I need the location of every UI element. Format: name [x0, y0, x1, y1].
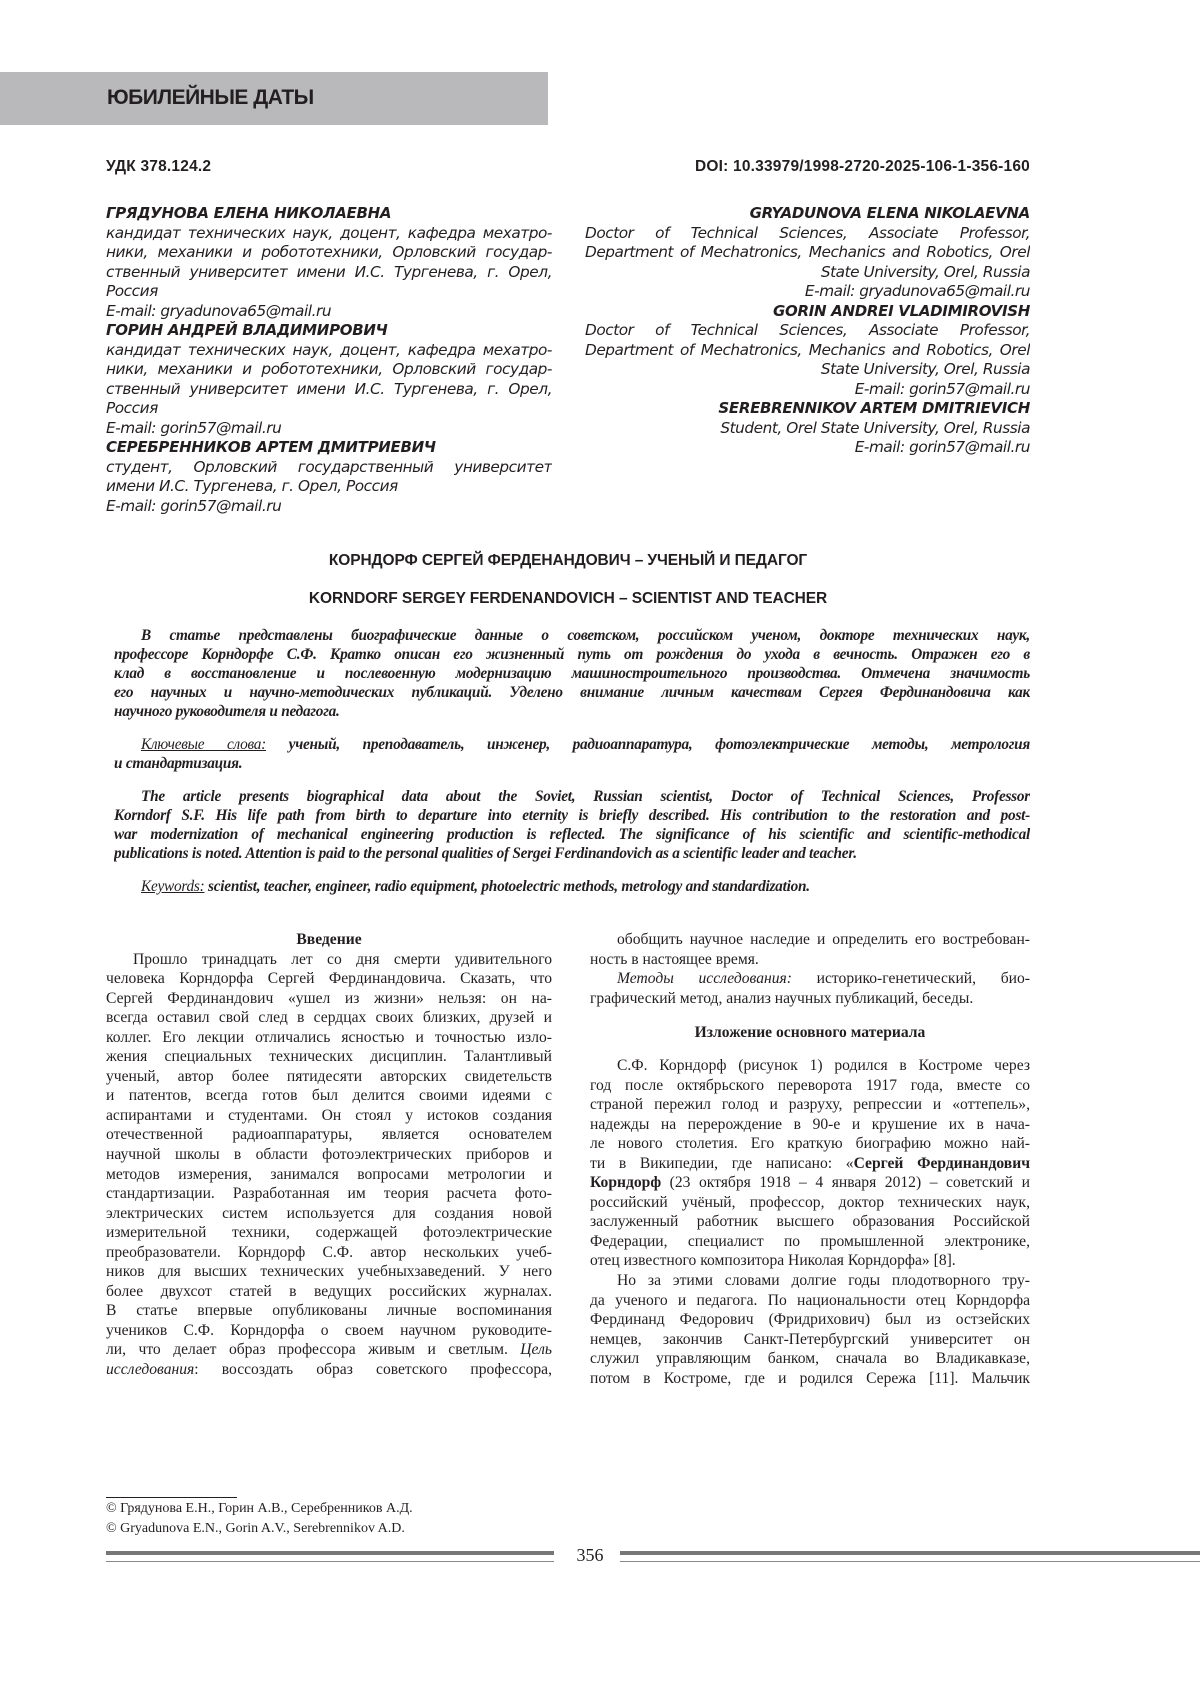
footnote-divider: [106, 1497, 237, 1498]
body-line: Сергей Фердинандович «ушел из жизни» нельзя: он на-: [106, 989, 552, 1007]
author-line: Doctor of Technical Sciences, Associate Professor,: [585, 223, 1030, 242]
body-line: Но за этими словами долгие годы плодотворного тру-: [617, 1272, 1030, 1290]
body-line: Федерации, специалист по промышленной электронике,: [590, 1232, 1030, 1250]
body-line: С.Ф. Корндорф (рисунок 1) родился в Костроме через: [617, 1057, 1030, 1074]
author-line: ГОРИН АНДРЕЙ ВЛАДИМИРОВИЧ: [106, 321, 388, 339]
footer-rule-right: [620, 1551, 1200, 1560]
body-line: Фердинанд Федорович (Фридрихович) был из остзейских: [590, 1311, 1030, 1329]
text-segment: scientist, teacher, engineer, radio equipment, photoelectric methods, metrology and standardization.: [204, 878, 810, 895]
doi: DOI: 10.33979/1998-2720-2025-106-1-356-160: [695, 158, 1030, 175]
emphasis-text: Сергей Фердинандович: [853, 1154, 1030, 1172]
body-line: преобразователи. Корндорф С.Ф. автор нескольких учеб-: [106, 1243, 552, 1261]
body-line: измерительной техники, содержащей фотоэлектрические: [106, 1224, 552, 1242]
keywords-label: Keywords:: [141, 878, 205, 895]
body-line: графический метод, анализ научных публикаций, беседы.: [590, 989, 974, 1007]
body-line: ность в настоящее время.: [590, 950, 759, 968]
body-line: учеников С.Ф. Корндорфа о своем научном руководите-: [106, 1321, 552, 1339]
section-heading-main: Изложение основного материала: [694, 1024, 926, 1041]
body-line: Прошло тринадцать лет со дня смерти удивительного: [133, 950, 552, 968]
emphasis-text: Корндорф: [590, 1174, 662, 1192]
author-line: ники, механики и робототехники, Орловский государ-: [106, 360, 552, 378]
abstract-ru: [114, 626, 1030, 721]
body-line: стандартизации. Разработанная им теория расчета фото-: [106, 1185, 552, 1203]
author-line: ГРЯДУНОВА ЕЛЕНА НИКОЛАЕВНА: [106, 204, 392, 222]
abstract-line: publications is noted. Attention is paid to the personal qualities of Sergei Ferdinandovich as a scientific leader and teacher.: [114, 845, 857, 862]
body-line: [106, 1360, 552, 1380]
body-line: да ученого и педагога. По национальности отец Корндорфа: [590, 1291, 1030, 1309]
body-line: страной пережил голод и разруху, репрессии и «оттепель»,: [590, 1096, 1030, 1114]
text-segment: (23 октября 1918 – 4 января 2012) – советский и: [661, 1174, 1030, 1192]
body-line: человека Корндорфа Сергей Фердинандовича. Сказать, что: [106, 970, 552, 988]
body-line: электрических систем используется для создания новой: [106, 1204, 552, 1222]
text-segment: : воссоздать образ советского профессора,: [194, 1360, 552, 1378]
keywords-line: и стандартизация.: [114, 755, 243, 772]
body-line: ученый, автор более пятидесяти авторских свидетельств: [106, 1067, 552, 1085]
author-line: E-mail: gorin57@mail.ru: [106, 496, 282, 515]
author-line: кандидат технических наук, доцент, кафедра мехатро-: [106, 340, 552, 359]
section-header-band: [0, 72, 548, 125]
author-line: SEREBRENNIKOV ARTEM DMITRIEVICH: [718, 399, 1030, 417]
body-line: [590, 1154, 1030, 1174]
author-line: GORIN ANDREI VLADIMIROVISH: [772, 301, 1030, 320]
author-line: State University, Orel, Russia: [820, 262, 1030, 281]
page-number: 356: [576, 1545, 604, 1565]
body-line: В статье впервые опубликованы личные воспоминания: [106, 1302, 552, 1320]
authors-ru: [106, 204, 552, 516]
body-line: [106, 1340, 552, 1360]
body-line: немцев, закончив Санкт-Петербургский университет он: [590, 1330, 1030, 1348]
copyright-ru: © Грядунова Е.Н., Горин А.В., Серебренников А.Д.: [106, 1501, 413, 1516]
abstract-line: Korndorf S.F. His life path from birth to departure into eternity is briefly described. His contribution to the restoration and post-: [114, 807, 1030, 824]
author-line: Россия: [106, 282, 158, 300]
keywords-line: [114, 877, 1030, 896]
author-line: ственный университет имени И.С. Тургенева, г. Орел,: [106, 379, 552, 398]
body-line: служил управляющим банком, сначала во Владикавказе,: [590, 1350, 1030, 1368]
author-line: Doctor of Technical Sciences, Associate Professor,: [585, 321, 1030, 339]
author-line: студент, Орловский государственный университет: [106, 457, 552, 476]
text-segment: ученый, преподаватель, инженер, радиоаппаратура, фотоэлектрические методы, метрология: [266, 736, 1030, 753]
body-line: надежды на перерождение в 90-е и крушение их в нача-: [590, 1115, 1030, 1133]
abstract-line: war modernization of mechanical engineering production is reflected. The significance of his scientific and scientific-methodical: [114, 826, 1030, 843]
body-line: аспирантами и студентами. Он стоял у истоков создания: [106, 1106, 552, 1124]
keywords-line: [114, 735, 1030, 754]
body-right-column: [590, 1056, 1030, 1388]
body-line: более двухсот статей в ведущих российских журналах.: [106, 1282, 552, 1300]
udc-code: УДК 378.124.2: [106, 158, 212, 175]
keywords-ru: [114, 735, 1030, 773]
author-line: E-mail: gryadunova65@mail.ru: [804, 282, 1030, 300]
body-line: жения специальных технических дисциплин. Талантливый: [106, 1048, 552, 1066]
body-line: и патентов, всегда готов был делится своими идеями с: [106, 1087, 552, 1105]
body-left-column: [106, 950, 552, 1380]
text-segment: ти в Википедии, где написано: «: [590, 1154, 854, 1172]
author-line: СЕРЕБРЕННИКОВ АРТЕМ ДМИТРИЕВИЧ: [106, 438, 436, 456]
article-title-ru: КОРНДОРФ СЕРГЕЙ ФЕРДЕНАНДОВИЧ – УЧЕНЫЙ И ПЕДАГОГ: [328, 552, 808, 569]
abstract-line: В статье представлены биографические данные о советском, российском ученом, докторе технических наук,: [141, 627, 1030, 644]
author-line: имени И.С. Тургенева, г. Орел, Россия: [106, 477, 398, 495]
author-line: E-mail: gorin57@mail.ru: [854, 379, 1030, 398]
body-line: заслуженный работник высшего образования Российской: [590, 1213, 1030, 1231]
body-line: [590, 969, 1030, 989]
body-line: российский учёный, профессор, доктор технических наук,: [590, 1193, 1030, 1211]
abstract-line: его научных и научно-методических публикаций. Уделено внимание личным качествам Сергея Фердинандовича как: [114, 684, 1030, 701]
emphasis-text: Цель: [520, 1341, 552, 1359]
body-line: коллег. Его лекции отличались ясностью и точностью изло-: [106, 1028, 552, 1046]
footer-rule-left: [106, 1551, 554, 1560]
body-line: ников для высших технических учебныхзаведений. У него: [106, 1263, 552, 1281]
author-line: E-mail: gryadunova65@mail.ru: [106, 301, 332, 320]
author-line: ники, механики и робототехники, Орловский государ-: [106, 243, 552, 261]
body-line: методов измерения, занимался вопросами метрологии и: [106, 1165, 552, 1183]
emphasis-text: Методы исследования:: [617, 970, 792, 988]
section-header: ЮБИЛЕЙНЫЕ ДАТЫ: [107, 86, 314, 109]
body-line: потом в Костроме, где и родился Сережа [11]. Мальчик: [590, 1369, 1030, 1387]
text-segment: историко-генетический, био-: [791, 970, 1030, 988]
abstract-en: [114, 787, 1030, 863]
body-line: год после октябрьского переворота 1917 года, вместе со: [590, 1076, 1030, 1094]
author-line: E-mail: gorin57@mail.ru: [106, 418, 282, 437]
body-right-column-top: [590, 930, 1030, 1008]
author-line: Department of Mechatronics, Mechanics and Robotics, Orel: [585, 243, 1030, 261]
author-line: кандидат технических наук, доцент, кафедра мехатро-: [106, 223, 552, 242]
emphasis-text: исследования: [106, 1360, 195, 1378]
copyright-en: © Gryadunova E.N., Gorin A.V., Serebrennikov A.D.: [106, 1521, 405, 1536]
author-line: State University, Orel, Russia: [820, 360, 1030, 378]
body-line: отечественной радиоаппаратуры, является основателем: [106, 1126, 552, 1144]
abstract-line: клад в восстановление и послевоенную модернизацию машиностроительного производства. Отмечена значимость: [114, 665, 1030, 682]
author-line: Department of Mechatronics, Mechanics and Robotics, Orel: [585, 340, 1030, 359]
keywords-en: [114, 877, 1030, 896]
heading-intro-wrap: [106, 930, 552, 950]
body-line: отец известного композитора Николая Корндорфа» [8].: [590, 1252, 956, 1270]
author-line: Student, Orel State University, Orel, Russia: [720, 418, 1030, 437]
abstract-line: The article presents biographical data about the Soviet, Russian scientist, Doctor of Technical Sciences, Professor: [141, 788, 1030, 805]
text-segment: ли, что делает образ профессора живым и светлым.: [106, 1341, 521, 1359]
body-line: научной школы в области фотоэлектрических приборов и: [106, 1145, 552, 1163]
body-line: всегда оставил свой след в сердцах своих близких, друзей и: [106, 1009, 552, 1027]
body-line: обобщить научное наследие и определить его востребован-: [617, 931, 1030, 948]
body-line: [590, 1173, 1030, 1193]
body-line: ле нового столетия. Его краткую биографию можно най-: [590, 1135, 1030, 1153]
author-line: GRYADUNOVA ELENA NIKOLAEVNA: [749, 204, 1030, 222]
abstract-line: научного руководителя и педагога.: [114, 703, 340, 720]
author-line: E-mail: gorin57@mail.ru: [854, 438, 1030, 456]
keywords-label: Ключевые слова:: [141, 736, 267, 753]
abstract-line: профессоре Корндорфе С.Ф. Кратко описан его жизненный путь от рождения до ухода в вечность. Отражен его в: [114, 646, 1030, 663]
heading-main-wrap: [590, 1023, 1030, 1043]
article-title-en: KORNDORF SERGEY FERDENANDOVICH – SCIENTIST AND TEACHER: [308, 590, 828, 607]
author-line: ственный университет имени И.С. Тургенева, г. Орел,: [106, 262, 552, 281]
author-line: Россия: [106, 399, 158, 417]
section-heading-intro: Введение: [296, 931, 362, 948]
authors-en: [585, 204, 1030, 458]
